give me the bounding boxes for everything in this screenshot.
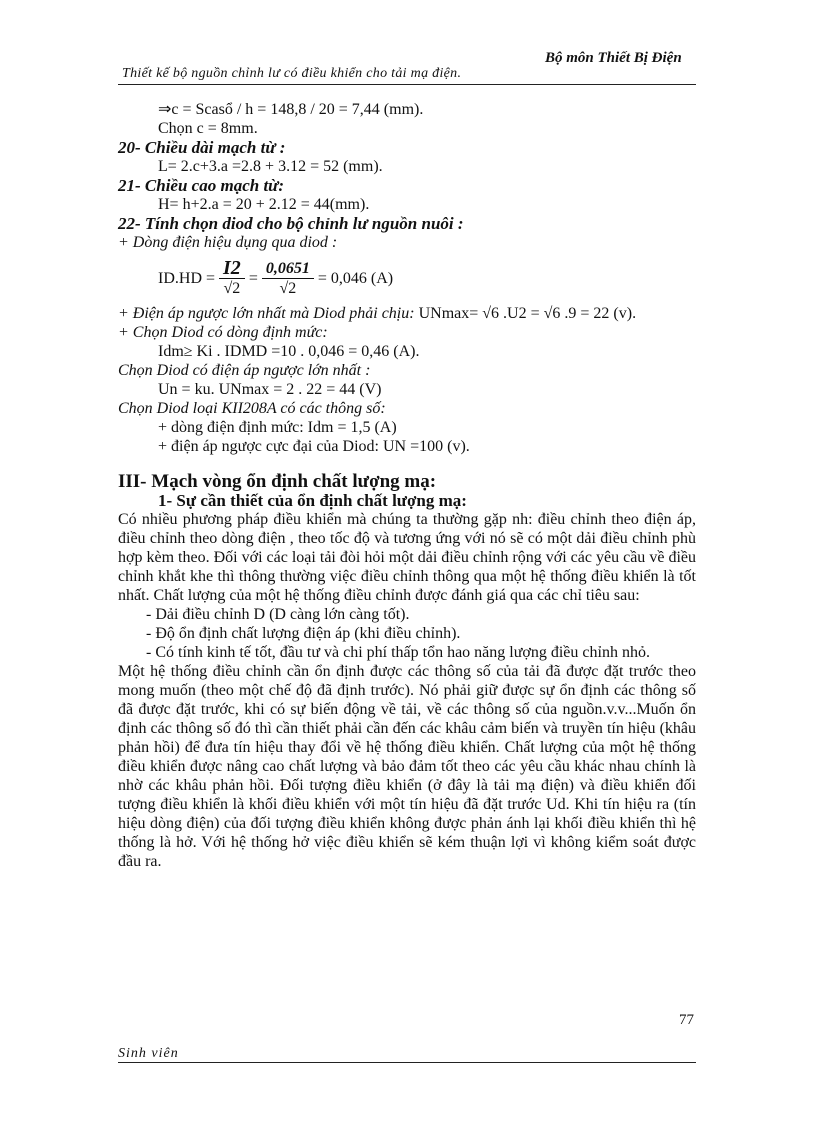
equation-lhs: ID.HD = (158, 269, 216, 287)
fraction (262, 259, 314, 298)
text-line: + Dòng điện hiệu dụng qua diod : (118, 234, 338, 251)
equation-current (118, 252, 696, 304)
text-line: Chọn Diod loại KII208A có các thông số: (118, 400, 386, 417)
page-number: 77 (679, 1012, 694, 1028)
text-line: L= 2.c+3.a =2.8 + 3.12 = 52 (mm). (158, 158, 383, 175)
text-line: H= h+2.a = 20 + 2.12 = 44(mm). (158, 196, 370, 213)
section-heading-20: 20- Chiều dài mạch từ : (118, 138, 286, 157)
fraction-denominator: √2 (223, 279, 241, 297)
text-line: + dòng điện định mức: Idm = 1,5 (A) (158, 419, 397, 436)
voltage-formula: UNmax= √6 .U2 = √6 .9 = 22 (v). (418, 305, 637, 322)
text-line: Idm≥ Ki . IDMD =10 . 0,046 = 0,46 (A). (158, 343, 420, 360)
text-line: Chọn Diod có điện áp ngược lớn nhất : (118, 362, 371, 379)
text-line: + Chọn Diod có dòng định mức: (118, 324, 328, 341)
equation-rhs: = 0,046 (A) (317, 269, 394, 287)
section-heading-22: 22- Tính chọn diod cho bộ chỉnh lư nguồn nuôi : (118, 214, 464, 233)
fraction (219, 256, 245, 298)
header-left: Thiết kế bộ nguồn chỉnh lư có điều khiển cho tải mạ điện. (122, 66, 462, 81)
header-right: Bộ môn Thiết Bị Điện (545, 50, 682, 66)
section-heading-iii: III- Mạch vòng ổn định chất lượng mạ: (118, 471, 437, 492)
text-line: Chọn c = 8mm. (158, 120, 258, 137)
voltage-label: + Điện áp ngược lớn nhất mà Diod phải chịu: (118, 305, 415, 322)
fraction-numerator: 0,0651 (262, 259, 314, 279)
text-line: Un = ku. UNmax = 2 . 22 = 44 (V) (158, 381, 382, 398)
text-line (118, 304, 696, 323)
fraction-denominator: √2 (279, 279, 297, 297)
subsection-heading: 1- Sự cần thiết của ổn định chất lượng mạ: (158, 491, 467, 510)
section-heading-21: 21- Chiều cao mạch từ: (118, 176, 285, 195)
text-line: + điện áp ngược cực đại của Diod: UN =100 (v). (158, 438, 470, 455)
list-item: - Độ ổn định chất lượng điện áp (khi điều chỉnh). (146, 625, 461, 642)
equals-sign: = (248, 269, 258, 287)
paragraph: Có nhiều phương pháp điều khiển mà chúng ta thường gặp nh: điều chỉnh theo điện áp, điều chỉnh theo dòng điện , theo tốc độ và tương ứng với nó sẽ có một dải điều chỉnh phù hợp kèm theo. Đối với các loại tải đòi hỏi một dải điều chỉnh rộng với các yêu cầu về điều chỉnh khắt khe thì thông thường việc điều chỉnh thông qua một hệ thống điều khiển là tốt nhất. Chất lượng của một hệ thống điều chỉnh được đánh giá qua các chỉ tiêu sau: (118, 511, 696, 604)
footer-label: Sinh viên (118, 1046, 179, 1061)
text-line: ⇒c = Scasổ / h = 148,8 / 20 = 7,44 (mm). (158, 101, 424, 118)
list-item: - Dải điều chỉnh D (D càng lớn càng tốt). (146, 606, 410, 623)
paragraph: Một hệ thống điều chỉnh cần ổn định được các thông số của tải đã được đặt trước theo mong muốn (theo một chế độ đã định trước). Nó phải giữ được sự ổn định các thông số đã được đặt trước, khi có sự biến động về tải, về các thông số của nguồn.v.v...Muốn ổn định các thông số đó thì cần thiết phải cần đến các khâu cảm biến và truyền tín hiệu (khâu phản hồi) để đưa tín hiệu thay đổi về hệ thống điều khiển. Chất lượng của một hệ thống điều khiển được nâng cao chất lượng và bảo đảm tốt theo các yêu cầu khác nhau chính là nhờ các khâu phản hồi. Đối tượng điều khiển (ở đây là tải mạ điện) và điều khiển đối tượng điều khiển là khối điều khiển với một tín hiệu đã đặt trước Ud. Khi tín hiệu ra (tín hiệu dòng điện) của đối tượng điều khiển không được phản ánh lại khối điều khiển thì hệ thống là hở. Với hệ thống hở việc điều khiển sẽ kém thuận lợi vì không kiểm soát được đầu ra. (118, 663, 696, 870)
fraction-numerator: I2 (219, 259, 245, 279)
header-rule (118, 84, 696, 85)
list-item: - Có tính kinh tế tốt, đầu tư và chi phí thấp tổn hao năng lượng điều chỉnh nhỏ. (146, 644, 650, 661)
page-body (118, 100, 696, 871)
footer-rule (118, 1062, 696, 1063)
